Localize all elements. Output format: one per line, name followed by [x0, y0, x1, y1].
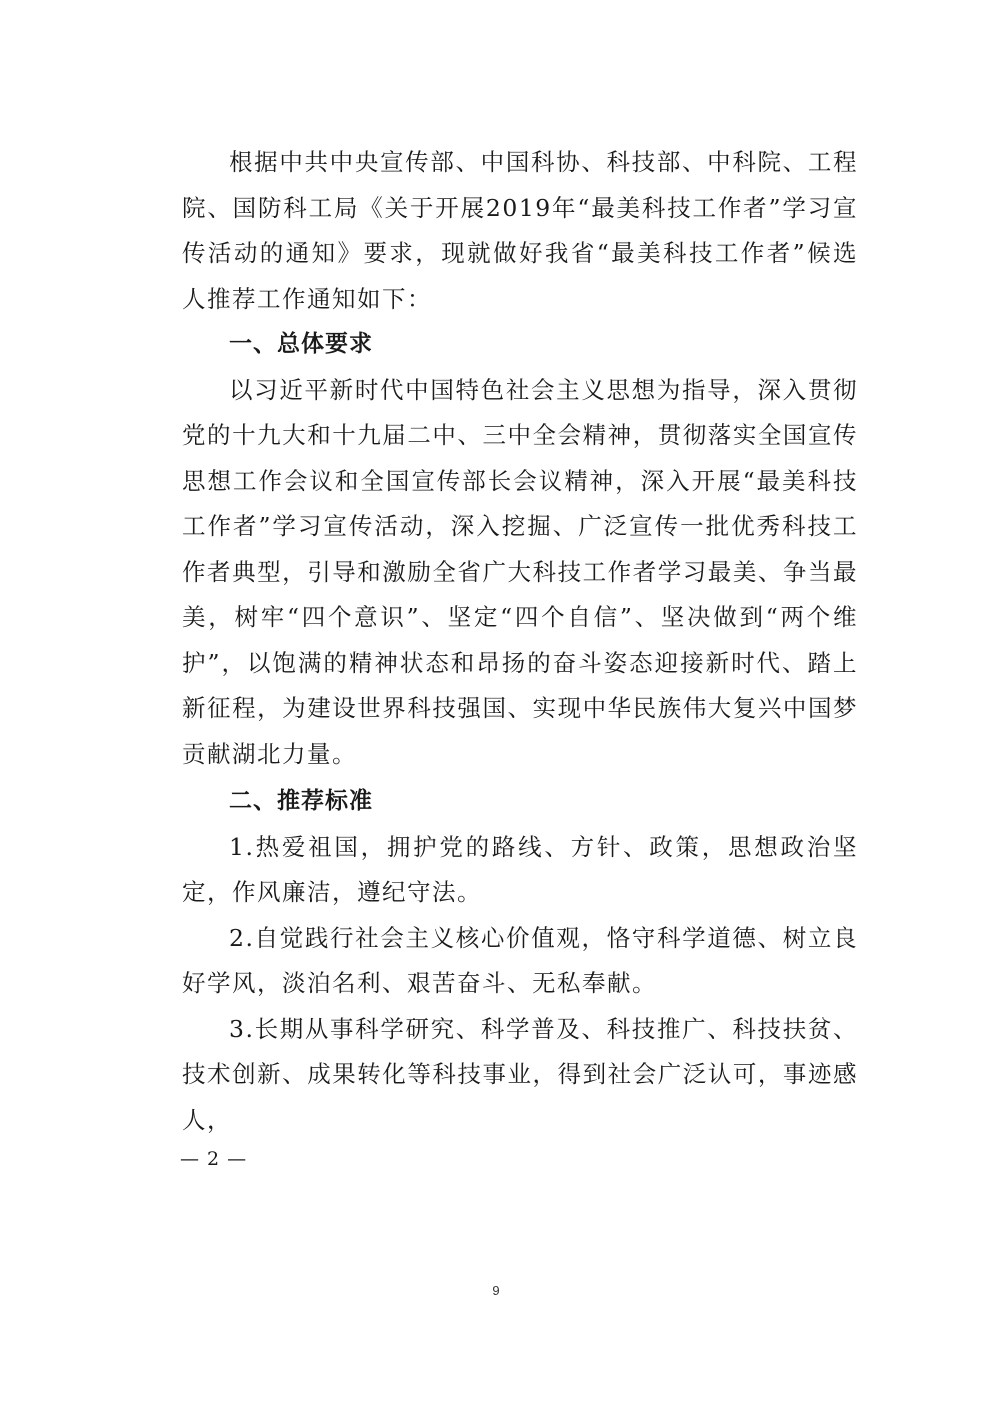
section-heading-general-requirements: 一、总体要求: [229, 331, 373, 357]
intro-paragraph: 根据中共中央宣传部、中国科协、科技部、中科院、工程院、国防科工局《关于开展2019年“最美科技工作者”学习宣传活动的通知》要求，现就做好我省“最美科技工作者”候选人推荐工作通知如下：: [182, 148, 858, 313]
document-body: [182, 140, 858, 1143]
criteria-item-3: 3.长期从事科学研究、科学普及、科技推广、科技扶贫、技术创新、成果转化等科技事业，得到社会广泛认可，事迹感人，: [182, 1014, 858, 1134]
pdf-page-number: 9: [492, 1283, 500, 1298]
document-page-footer: — 2 —: [180, 1148, 248, 1170]
general-requirements-paragraph: 以习近平新时代中国特色社会主义思想为指导，深入贯彻党的十九大和十九届二中、三中全会精神，贯彻落实全国宣传思想工作会议和全国宣传部长会议精神，深入开展“最美科技工作者”学习宣传活动，深入挖掘、广泛宣传一批优秀科技工作者典型，引导和激励全省广大科技工作者学习最美、争当最美，树牢“四个意识”、坚定“四个自信”、坚决做到“两个维护”，以饱满的精神状态和昂扬的奋斗姿态迎接新时代、踏上新征程，为建设世界科技强国、实现中华民族伟大复兴中国梦贡献湖北力量。: [182, 375, 858, 768]
criteria-item-1: 1.热爱祖国，拥护党的路线、方针、政策，思想政治坚定，作风廉洁，遵纪守法。: [182, 832, 858, 906]
criteria-item-2: 2.自觉践行社会主义核心价值观，恪守科学道德、树立良好学风，淡泊名利、艰苦奋斗、无私奉献。: [182, 923, 858, 997]
section-heading-recommendation-criteria: 二、推荐标准: [229, 788, 373, 814]
